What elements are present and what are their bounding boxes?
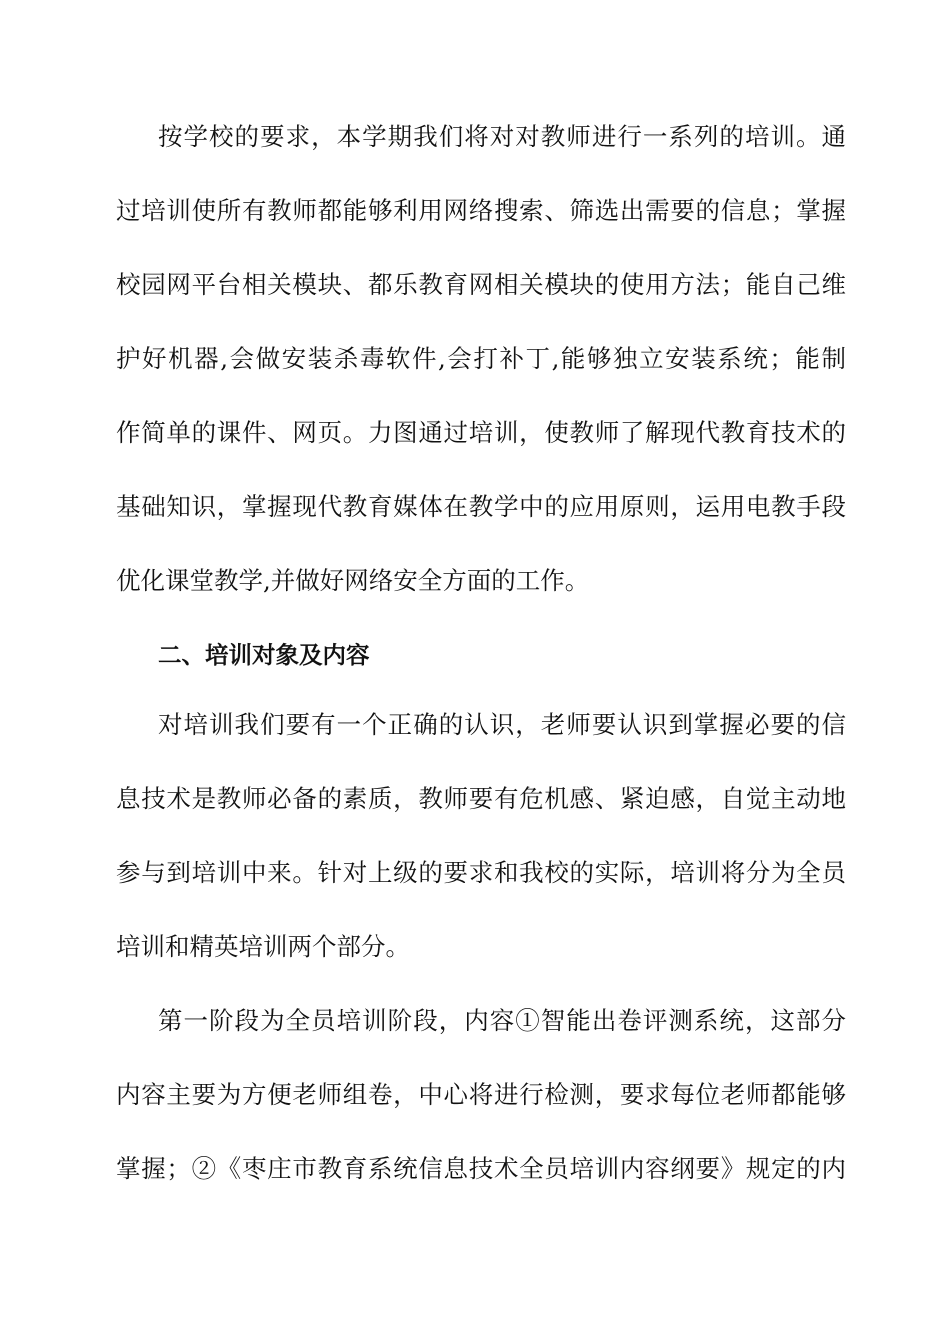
text-line: 内容主要为方便老师组卷，中心将进行检测，要求每位老师都能够	[116, 1080, 846, 1109]
paragraph-training-attitude	[116, 695, 846, 991]
text-line: 第一阶段为全员培训阶段，内容①智能出卷评测系统，这部分	[158, 1006, 846, 1035]
text-line: 息技术是教师必备的素质，教师要有危机感、紧迫感，自觉主动地	[116, 784, 846, 813]
text-line: 培训和精英培训两个部分。	[116, 932, 410, 961]
paragraph-training-goals	[116, 107, 846, 625]
text-line: 作简单的课件、网页。力图通过培训，使教师了解现代教育技术的	[116, 418, 846, 447]
text-line: 护好机器,会做安装杀毒软件,会打补丁,能够独立安装系统；能制	[116, 344, 846, 373]
text-line: 基础知识，掌握现代教育媒体在教学中的应用原则，运用电教手段	[116, 492, 846, 521]
text-line: 优化课堂教学,并做好网络安全方面的工作。	[116, 566, 590, 595]
text-line: 对培训我们要有一个正确的认识，老师要认识到掌握必要的信	[158, 710, 846, 739]
paragraph-stage-one	[116, 991, 846, 1213]
section-heading: 二、培训对象及内容	[158, 641, 370, 669]
text-line: 校园网平台相关模块、都乐教育网相关模块的使用方法；能自己维	[116, 270, 846, 299]
text-line: 掌握；②《枣庄市教育系统信息技术全员培训内容纲要》规定的内	[116, 1154, 846, 1183]
text-line: 按学校的要求，本学期我们将对对教师进行一系列的培训。通	[158, 122, 846, 151]
text-line: 参与到培训中来。针对上级的要求和我校的实际，培训将分为全员	[116, 858, 846, 887]
document-body	[116, 107, 846, 1213]
text-line: 过培训使所有教师都能够利用网络搜索、筛选出需要的信息；掌握	[116, 196, 846, 225]
